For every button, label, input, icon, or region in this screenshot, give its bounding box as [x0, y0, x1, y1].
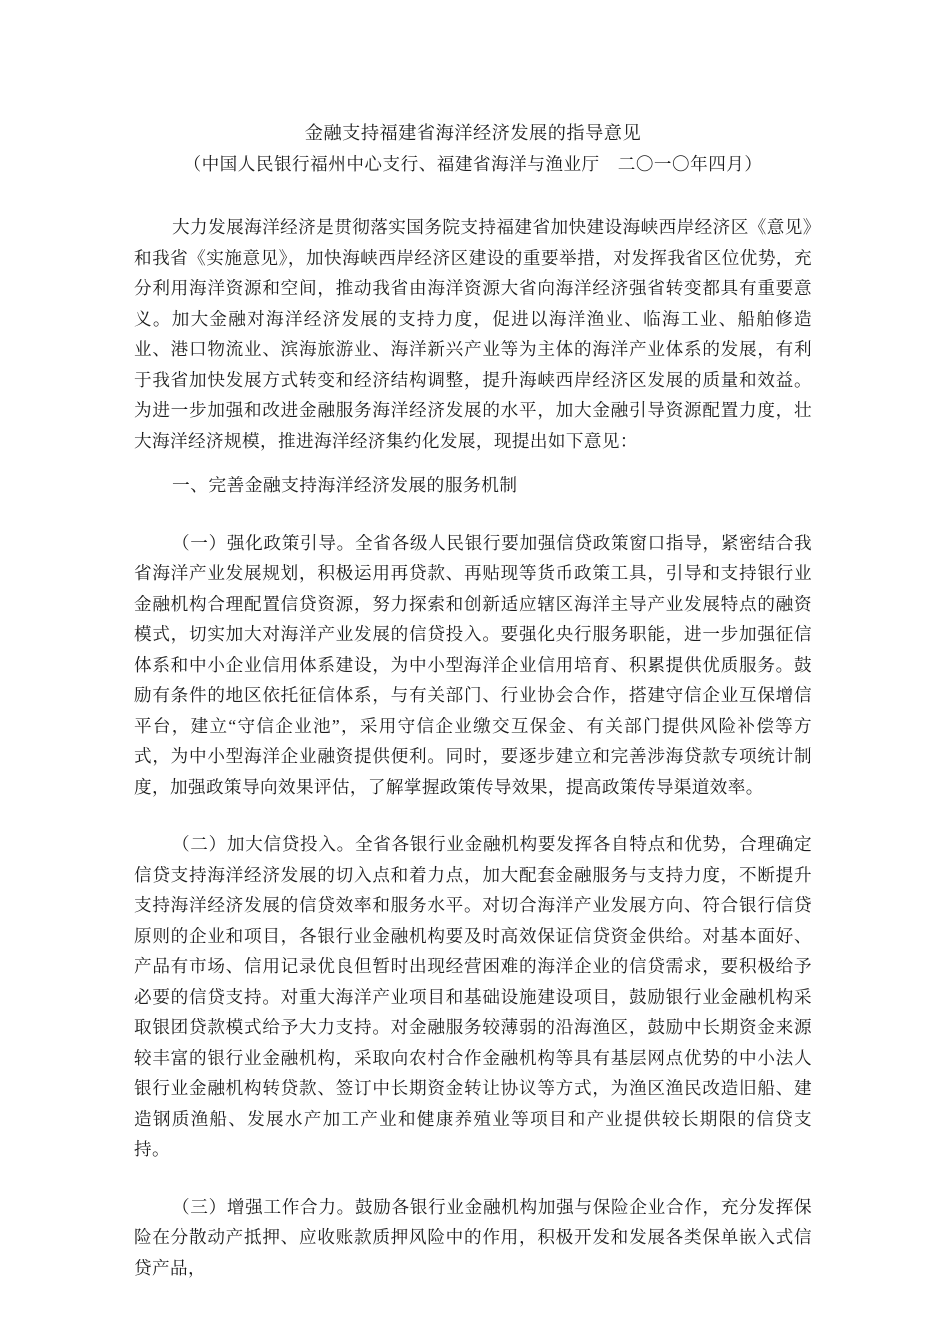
document-subtitle: （中国人民银行福州中心支行、福建省海洋与渔业厅 二〇一〇年四月）	[183, 153, 763, 174]
paragraph-item-3: （三）增强工作合力。鼓励各银行业金融机构加强与保险企业合作，充分发挥保险在分散动产抵押、应收账款质押风险中的作用，积极开发和发展各类保单嵌入式信贷产品，	[134, 1196, 812, 1278]
paragraph-item-1: （一）强化政策引导。全省各级人民银行要加强信贷政策窗口指导，紧密结合我省海洋产业发展规划，积极运用再贷款、再贴现等货币政策工具，引导和支持银行业金融机构合理配置信贷资源，努力探索和创新适应辖区海洋主导产业发展特点的融资模式，切实加大对海洋产业发展的信贷投入。要强化央行服务职能，进一步加强征信体系和中小企业信用体系建设，为中小型海洋企业信用培育、积累提供优质服务。鼓励有条件的地区依托征信体系，与有关部门、行业协会合作，搭建守信企业互保增信平台，建立“守信企业池”，采用守信企业缴交互保金、有关部门提供风险补偿等方式，为中小型海洋企业融资提供便利。同时，要逐步建立和完善涉海贷款专项统计制度，加强政策导向效果评估，了解掌握政策传导效果，提高政策传导渠道效率。	[134, 532, 812, 797]
section-heading-1: 一、完善金融支持海洋经济发展的服务机制	[172, 475, 518, 495]
paragraph-intro: 大力发展海洋经济是贯彻落实国务院支持福建省加快建设海峡西岸经济区《意见》和我省《实施意见》，加快海峡西岸经济区建设的重要举措，对发挥我省区位优势，充分利用海洋资源和空间，推动我省由海洋资源大省向海洋经济强省转变都具有重要意义。加大金融对海洋经济发展的支持力度，促进以海洋渔业、临海工业、船舶修造业、港口物流业、滨海旅游业、海洋新兴产业等为主体的海洋产业体系的发展，有利于我省加快发展方式转变和经济结构调整，提升海峡西岸经济区发展的质量和效益。为进一步加强和改进金融服务海洋经济发展的水平，加大金融引导资源配置力度，壮大海洋经济规模，推进海洋经济集约化发展，现提出如下意见：	[134, 217, 812, 451]
paragraph-item-2: （二）加大信贷投入。全省各银行业金融机构要发挥各自特点和优势，合理确定信贷支持海洋经济发展的切入点和着力点，加大配套金融服务与支持力度，不断提升支持海洋经济发展的信贷效率和服务水平。对切合海洋产业发展方向、符合银行信贷原则的企业和项目，各银行业金融机构要及时高效保证信贷资金供给。对基本面好、产品有市场、信用记录优良但暂时出现经营困难的海洋企业的信贷需求，要积极给予必要的信贷支持。对重大海洋产业项目和基础设施建设项目，鼓励银行业金融机构采取银团贷款模式给予大力支持。对金融服务较薄弱的沿海渔区，鼓励中长期资金来源较丰富的银行业金融机构，采取向农村合作金融机构等具有基层网点优势的中小法人银行业金融机构转贷款、签订中长期资金转让协议等方式，为渔区渔民改造旧船、建造钢质渔船、发展水产加工产业和健康养殖业等项目和产业提供较长期限的信贷支持。	[134, 834, 812, 1159]
document-title: 金融支持福建省海洋经济发展的指导意见	[304, 123, 642, 143]
